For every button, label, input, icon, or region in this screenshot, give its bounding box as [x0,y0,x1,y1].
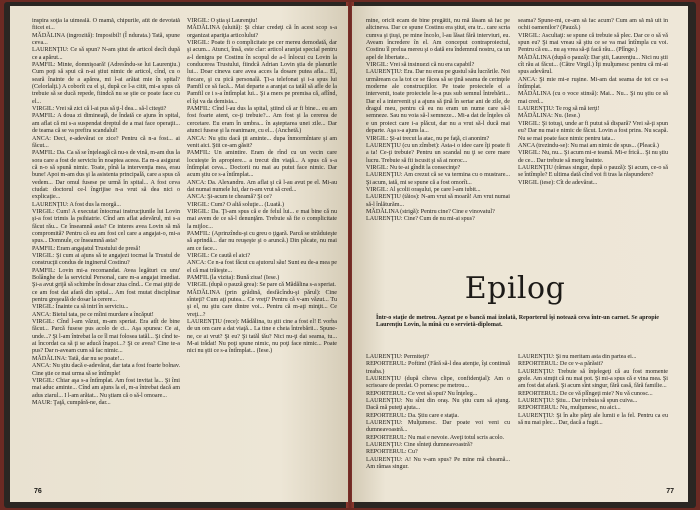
dialogue-line: ANCA (trezindu-se): Nu mai am nimic de spus... (Pleacă.) [518,142,659,149]
dialogue-line: LAURENŢIU: Trebuie să înţelegeţi că au fost momente grele. Am simţit că nu mai pot. Şi mi-a spus că e vina mea. Şi am fost dat afară. Şi acum sînt singur, fără casă, fără familie... [518,368,668,390]
dialogue-line: REPORTERUL: De ce vă plîngeţi mie? Nu vă cunosc... [518,390,653,397]
right-column-1 [366,18,510,270]
dialogue-line: VIRGIL: Ascultaţi: se spune că trebuie să plec. Dar ce o să vă spun eu? Şi mai vreau să ştiu ce se va mai întîmpla cu voi. Pentru că eu... nu aş vrea să-ţi facă rău... (Plînge.) [518,32,668,54]
dialogue-line: ANCA: Bietul tata, pe ce mîini murdare a încăput! [32,311,154,318]
dialogue-line: VIRGIL: Chiar aşa s-a întîmplat. Am fost invitat la... Şi îmi mai aduc aminte... Cînd am ajuns la el, m-a întrebat dacă am adus ziarul... I l-am arătat... Nu ştiam că o să-l omoare... [32,377,180,399]
dialogue-line: LAURENŢIU: A fost dus la morgă... [32,201,121,208]
epilog-column-1 [366,354,510,484]
dialogue-line: VIRGIL: Vrei să insinuezi că nu era capabil? [366,62,475,69]
right-page-number: 77 [666,488,674,495]
dialogue-line: VIRGIL: Al şcolii oraşului, pe care l-am iubit... [366,186,481,193]
dialogue-line: LAURENŢIU: Ce să spun? N-am ştiut de articol decît după ce a apărut... [32,47,180,61]
dialogue-line: LAURENŢIU: Mulţumesc. Dar poate voi veni cu dumneavoastră... [366,420,510,434]
dialogue-line: PAMFIL: Un amintire. Eram de rînd cu un vecin care locuieşte în apropiere... a trecut din viaţă... A spus că s-a întîmplat ceva... Doctorii nu mai au putut face nimic. Dar acum ştiu ce s-a întîmplat... [187,150,337,179]
dialogue-line: inspira soţia la uimeală. O mamă, chipurile, atît de devotată fiicei ei... [32,18,180,32]
dialogue-line: LAURENŢIU: Permiteţi? [366,354,429,360]
dialogue-line: MAUR: Ţaţă, cumpără-ne, dar... [32,399,111,406]
dialogue-line: LAURENŢIU: Ştiu... Dar trebuia să spun cuiva... [518,398,638,405]
dialogue-line: PAMFIL: Lovin mi-a recomandat. Avea legături cu unu' Bolânghe de la serviciul Personal, care m-a angajat imediat. Şi-a avut grijă să schimbe în dosar ziua cînd... Ce mai ştiţi de ce am fost dat afară din spital... Am fost mutat disciplinar pentru greşeală de dosar la cerere... [32,267,180,304]
dialogue-line: LAURENŢIU (tăios): N-am vrut să moară! Am vrut numai să-l înlăturăm... [366,194,510,208]
epilog-title: Epilog [464,271,566,306]
dialogue-line: seama? Spune-mi, ce-am să fac acum? Cum am să mă uit în ochii oamenilor? (Pauză.) [518,18,668,32]
dialogue-line: LAURENŢIU: Am crezut că se va termina cu o mustrare... Şi acum, iată, mi se spune că a fost omorît... [366,172,510,186]
dialogue-line: MĂDĂLINA: Tată, dar nu se poate!... [32,355,125,362]
dialogue-line: ANCA: Deci, e-adevărat ce zice? Pentru că n-a fost... ai făcut... [32,135,180,149]
dialogue-line: VIRGIL: Cum! A executat întocmai instrucţiunile lui Lovin şi-a fost trimis la psihiatrie. Cînd am aflat adevărul, mi s-a făcut rău... Ce înseamnă asta? Ce interes avea Lovin să mă compromită? Pentru că eu am fost cel care a angajat-o, mi-a spus... Domnule, ce înseamnă asta? [32,208,180,245]
dialogue-line: VIRGIL: Poate fi o complicitate pe cer mereu demodată, dar şi acum... Atunci, însă, este clar: articol aranjat special pentru a-l denigra pe Costinu în scopul de a-l înlocui cu Lovin la conducerea Trustului, fiindcă Adrian Lovin ştia de planurile lui... Doar cineva care avea acces la dosare putea afla... El, fiecare, şi cu pică personală. Ţi-a telefonat şi i-a spus lui Pamfil ce să facă... Mai departe a aranjat ca tatăl să afle de la Pamfil ce i s-a întîmplat lui... Şi a mers pe premisa că, aflînd, el îşi va da demisia... [187,40,337,105]
dialogue-line: MĂDĂLINA (cu o voce stinsă): Mai... Nu... Şi nu ştiu ce să mai cred... [518,91,668,105]
dialogue-line: LAURENŢIU (cu un zîmbet): Asta-i o idee care îţi poate fi a ta! Ce-ţi trebuie? Pentru un scandal nu ţi se cere mare lucru. Trebuie să fii iscusit şi să ai noroc... [366,142,510,164]
dialogue-line: LAURENŢIU: Şi în alte părţi ale lumii e la fel. Pentru ca eu să nu mai plec... Dar, dacă a fugit... [518,412,668,427]
left-page-number: 76 [34,488,42,495]
dialogue-line: VIRGIL: Nu, nu... Şi acum mi-e teamă. Mi-e frică... Şi nu ştiu de ce... Dar trebuie să merg înainte. [518,150,668,164]
dialogue-line: REPORTERUL: Ce vrei să spui? Nu înţeleg... [366,390,478,397]
dialogue-line: ANCA: Ce n-a fost făcut cu ajutorul său! Sunt eu de-a mea pe el că mai trăieşte... [187,260,337,274]
dialogue-line: MĂDĂLINA (strigă): Pentru cine? Cine e vinovatul? [366,208,495,215]
dialogue-line: VIRGIL (iese): Cît de adevărat... [518,179,598,186]
epilog-column-2 [518,354,668,484]
dialogue-line: MĂDĂLINA (ingrozită): Imposibil! (Î ndurata.) Tată, spune ceva... [32,32,180,47]
dialogue-line: LAURENŢIU: Cine? Cum de nu mi-ai spus? [366,216,475,223]
dialogue-line: VIRGIL: O ştia şi Laurenţiu! [187,18,258,24]
dialogue-line: ANCA: Nu ştiu dacă ţii aminte... dupa înmormîntare şi am venit aici. Ştii ce-am găsit? [187,135,337,149]
left-column-1 [32,18,180,478]
dialogue-line: PAMFIL: Da. Ca să se înţeleagă că nu-s de vină, m-am dus la sora care a fost de serviciu în noaptea aceea. Ea m-a asigurat că n-o să spună nimic. Toate, pînă la intervenţia mea, erau bune! Apoi m-am dus şi la asistenta principală, care a spus că vedem... Dar omul fusese pe urmă în spital... A fost ceva ciudat: doctorul ce-l îngrijise n-a vrut să dea nici o explicaţie... [32,150,180,201]
dialogue-line: MĂDĂLINA (după o pauză): Dar ştii, Laurenţiu... Nici nu ştii cît rău ai făcut... (Către Virgil.) Îţi mulţumesc pentru că mi-ai spus adevărul. [518,54,668,76]
dialogue-line: VIRGIL: Ce caută el aici? [187,253,251,259]
dialogue-line: LAURENŢIU: Te rog să mă ierţi! [518,106,600,113]
dialogue-line: VIRGIL: Cum? O altă soluţie... (Luată.) [187,201,284,208]
dialogue-line: LAURENŢIU: Era. Dar nu erau pe gustul său lucrările. Noi urmăream ca la tot ce se făcea să se ţină seama de cerinţele moderne ale construcţiilor. Pe toate proiectele el a intervenit, toate proiectele le-a pus sub semnul întrebării... Dar el a intervenit şi a ajuns să ţină în sertar ani de zile, de dragul meu, pentru că eu nu eram un nume care să-l semneze. Sau nu voia să-l semneze... Mi-a dat de înţeles că e un proiect care i-a plăcut, dar nu a vrut să-l ducă mai departe. Aşa s-a ajuns la... [366,69,510,135]
dialogue-line: LAURENŢIU: A! Nu v-am spus? Pe mine mă cheamă... Am rămas singur. [366,456,510,471]
dialogue-line: PAMFIL: Eram angajatul Trustului de presă! [32,245,141,252]
dialogue-line: ANCA: Şi-acum te cheamă? Şi ce? [187,194,272,201]
dialogue-line: LAURENŢIU: Nu sînt din oraş. Nu ştiu cum să ajung. Dacă mă puteţi ajuta... [366,398,510,412]
epilog-stage-direction: Într-o staţie de metrou. Aşezat pe o bancă mai izolată, Reporterul îşi notează ceva într-un carnet. Se apropie Laurenţiu Lovin, la mînă cu o servietă-diplomat. [376,315,659,329]
dialogue-line: VIRGIL: Cînd l-am văzut, m-am speriat. Era atît de bine făcut... Parcă fusese pus acolo de ci... Aşa spunea: Ce ai, unde...? Şi l-am întrebat la ce îl mai folosea tatăl... Şi cînd te-ai încordat ca să ţi se aducă înapoi...? Şi ce avea? Cine te-a pus? Dar n-aveam cum să fac nimic... [32,319,180,355]
dialogue-line: PAMFIL (la vizita): Bună ziua! (Iese.) [187,275,280,282]
dialogue-line: PAMFIL: A doua zi dimineaţă, de îndată ce ajuns în spital, am aflat că mi s-a suspendat dreptul de a mai face operaţii... de teama că se va prefira scandalul! [32,113,180,135]
dialogue-line: LAURENŢIU: Cine sînteţi dumneavoastră? [366,442,473,449]
dialogue-line: VIRGIL: Vrei să zici că l-ai pus să ţi-l dea... să-l citeşti? [32,106,167,113]
dialogue-line: ANCA: Şi mie mi-e ruşine. Mi-am dat seama de tot ce s-a întîmplat. [518,76,668,91]
dialogue-line: MĂDĂLINA (uluită): Şi chiar credeţi că în acest scop s-a organizat apariţia articolului? [187,25,337,39]
dialogue-line: MĂDĂLINA (prin grădină, desfăcîndu-şi părul): Cine sînteţi? Cum aţi putea... Ce vreţi? Pentru că v-am văzut... Tu şi el, nu ştiu care dintre voi... Pentru că m-aţi minţit... Ce vreţi...? [187,289,337,318]
dialogue-line: VIRGIL: Nu te-ai gîndit la consecinţe? [366,164,461,171]
dialogue-line: REPORTERUL: Nu, mulţumesc, nu aici... [518,405,621,412]
dialogue-line: LAURENŢIU (rece): Mădălina, tu ştii cine a fost el! E vorba de un om care a dat viaţă... La tine e cheia întrebării... Spune-ne, ce ai vrut? Şi eu? Şi tatăl tău? Nici nu-ţi dai seama, tu... M-ai trădat! Nu poţi spune nimic, nu poţi face nimic... Poate nici nu ştii ce s-a întîmplat... (Iese.) [187,319,337,355]
dialogue-line: LAURENŢIU: Şi nu meritam asta din partea ei... [518,354,637,360]
dialogue-line: VIRGIL: Şi-ai trecut la atac, nu pe faţă, ci anonim? [366,135,490,142]
dialogue-line: mine, oricît ecam de bine pregătit, nu mă lăsam să fac pe altcineva. Dar ce spune Costinu era ştiut, era tr... care scria cumva şi ţiuşi, pe mine încolo, l-au lăsat fără interviuri, eu. Aveam încredere în el. Am conceput contraproiectul, Costinu îl prelua mereu şi o dată era îndemnul nostru, ca un apel de libertate... [366,18,510,61]
dialogue-line: LAURENŢIU (rămas singur, după o pauză): Şi acum, ce-o să se întîmple? E ultima dată cînd voi fi tras la răspundere? [518,164,668,179]
dialogue-line: MĂDĂLINA: Nu. (Iese.) [518,113,580,120]
dialogue-line: REPORTERUL: Cu? [366,449,418,456]
dialogue-line: VIRGIL (după o pauză grea): Se pare că Mădălina s-a speriat. [187,282,336,289]
dialogue-line: ANCA: Da. Alexandru. Am aflat şi că l-au avut pe el. Mi-au dat numai numele lui, dar n-am vrut să cred... [187,179,337,193]
dialogue-line: VIRGIL: Şi cum ai ajuns să te angajezi tocmai la Trustul de construcţii condus de inginerul Costinu? [32,253,180,267]
dialogue-line: VIRGIL: Şi totuşi, unde ar fi putut să dispară? Vrei să-ţi spun eu? Dar nu mai e nimic de făcut. Lovin a fost prins. Nu scapă. Nu se mai poate face nimic pentru tata... [518,120,668,142]
left-page [10,6,348,502]
dialogue-line: PAMFIL: Cînd l-au dus la spital, ştiind că ar fi bine... eu am fost foarte atent, ce-ţi trebuie?... Am fost şi la cererea de cercetare. Eu eram în umbra... în aşteptarea unei zile... Dar atunci fusese şi la reanimare, cu el... (Anchetă.) [187,106,337,135]
dialogue-line: PAMFIL: (Aprinzîndu-şi cu greu o ţigară. Parcă se străduieşte să aprindă... dar nu reuşeşte şi o aruncă.) Din păcate, nu mai am ce face... [187,230,337,252]
dialogue-line: REPORTERUL: Poftim! (Fără să-l dea atenţie, îşi continuă treaba.) [366,361,510,375]
dialogue-line: VIRGIL: Înainte ca să intri în serviciu... [32,304,129,311]
dialogue-line: REPORTERUL: De ce v-a părăsit? [518,361,604,368]
dialogue-line: LAURENŢIU (după cîteva clipe, confidenţial): Am o scrisoare de predat. O pornesc pe metrou... [366,376,510,390]
dialogue-line: REPORTERUL: Nu mai e nevoie. Aveţi totul scris acolo. [366,434,505,441]
dialogue-line: ANCA: Nu ştiu dacă e-adevărat, dar tata a fost foarte bolnav. Cine ştie ce mai urma să se întîmple! [32,363,180,377]
left-column-2 [187,18,337,478]
dialogue-line: VIRGIL: Da. Ţi-am spus că e de felul lui... e mai bine că nu mai avem de ce să-l denunţăm. Trebuie să fie o complicitate la mijloc... [187,208,337,230]
book-spread [4,2,696,508]
dialogue-line: PAMFIL: Minte, domnişoară! (Adresîndu-se lui Laurenţiu.) Cum poţi să spui că n-ai ştiut nimic de articol, cînd, cu o seară înainte de a apărea, mi l-ai arătat mie în spital? (Celorlalţi.) A coborît cu el şi, după ce l-a citit, mi-a spus că trebuie să se ducă repede, fiindcă nu se ştie ce poate face cu el... [32,62,180,105]
right-page [352,6,688,502]
dialogue-line: REPORTERUL: Da. Ştiu care e staţia. [366,412,459,419]
